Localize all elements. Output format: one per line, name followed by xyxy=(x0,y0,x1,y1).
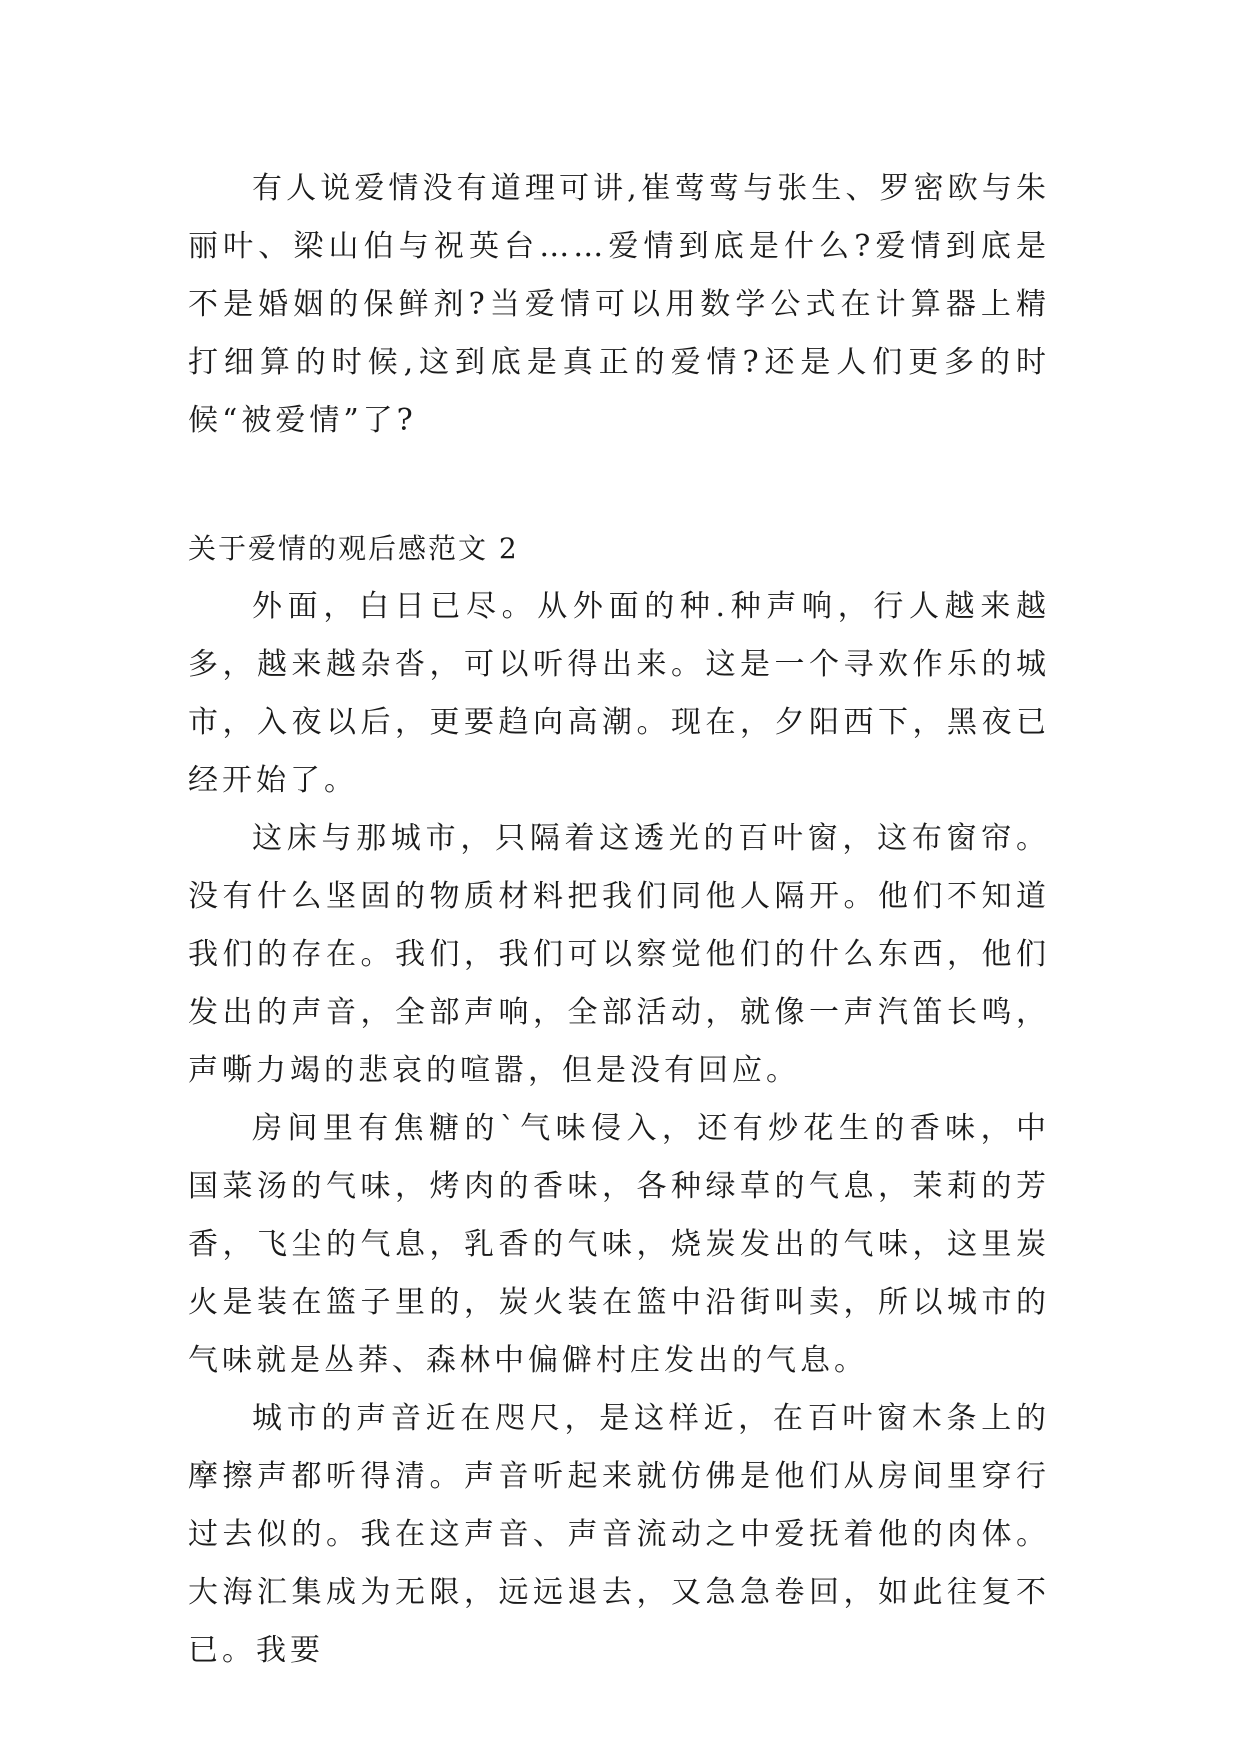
body-paragraph-1: 外面，白日已尽。从外面的种.种声响，行人越来越多，越来越杂沓，可以听得出来。这是一个寻欢作乐的城市，入夜以后，更要趋向高潮。现在，夕阳西下，黑夜已经开始了。 xyxy=(188,589,1050,798)
section-spacer xyxy=(188,450,1050,520)
body-paragraph-2: 这床与那城市，只隔着这透光的百叶窗，这布窗帘。没有什么坚固的物质材料把我们同他人隔开。他们不知道我们的存在。我们，我们可以察觉他们的什么东西，他们发出的声音，全部声响，全部活动，就像一声汽笛长鸣，声嘶力竭的悲哀的喧嚣，但是没有回应。 xyxy=(188,821,1050,1088)
section-heading: 关于爱情的观后感范文 2 xyxy=(188,532,519,565)
body-paragraph-3: 房间里有焦糖的`气味侵入，还有炒花生的香味，中国菜汤的气味，烤肉的香味，各种绿草的气息，茉莉的芳香，飞尘的气息，乳香的气味，烧炭发出的气味，这里炭火是装在篮子里的，炭火装在篮中沿街叫卖，所以城市的气味就是丛莽、森林中偏僻村庄发出的气息。 xyxy=(188,1111,1050,1378)
body-paragraph-4: 城市的声音近在咫尺，是这样近，在百叶窗木条上的摩擦声都听得清。声音听起来就仿佛是他们从房间里穿行过去似的。我在这声音、声音流动之中爱抚着他的肉体。大海汇集成为无限，远远退去，又急急卷回，如此往复不已。我要 xyxy=(188,1401,1050,1668)
document-body xyxy=(188,160,1050,1680)
intro-paragraph: 有人说爱情没有道理可讲,崔莺莺与张生、罗密欧与朱丽叶、梁山伯与祝英台……爱情到底是什么?爱情到底是不是婚姻的保鲜剂?当爱情可以用数学公式在计算器上精打细算的时候,这到底是真正的爱情?还是人们更多的时候“被爱情”了? xyxy=(188,171,1050,438)
